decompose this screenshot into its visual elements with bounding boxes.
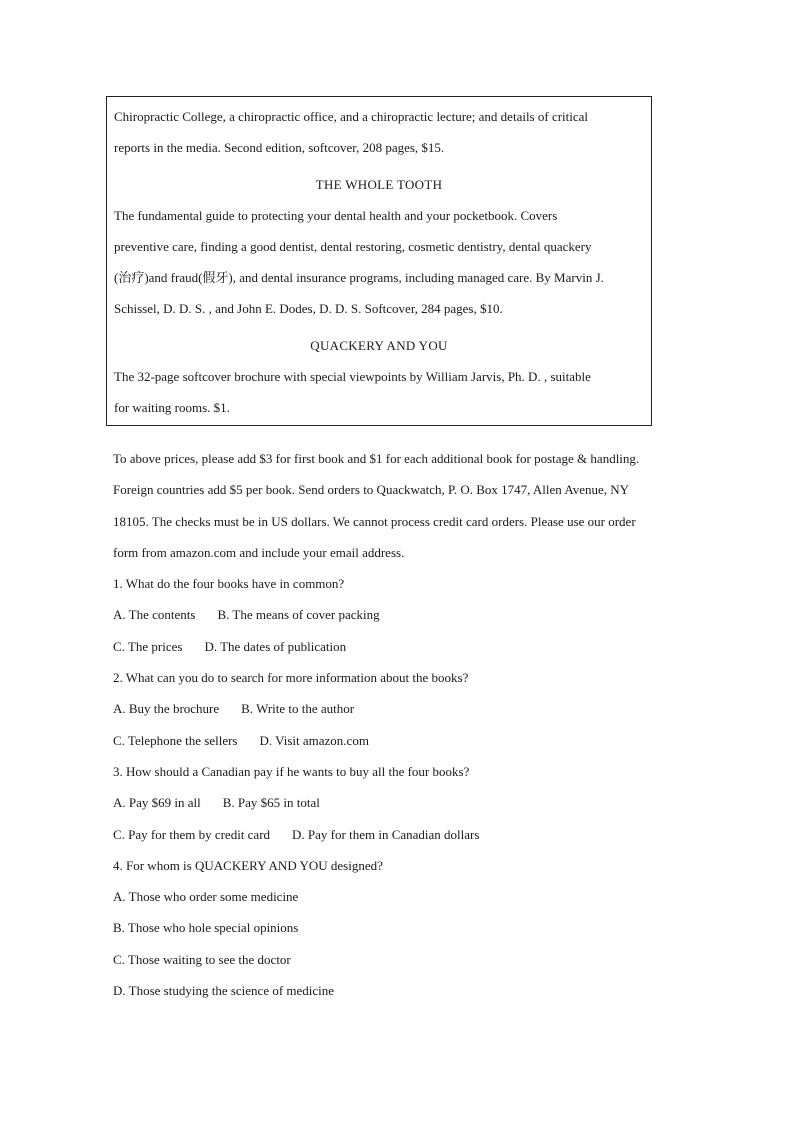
answer-option: B. Write to the author [241, 701, 355, 717]
answer-option: C. Pay for them by credit card [113, 826, 271, 842]
book-list-table [106, 96, 652, 426]
option-row [113, 693, 713, 724]
book-entry [107, 165, 652, 326]
book-description-line: for waiting rooms. $1. [114, 400, 230, 415]
answer-option: D. Visit amazon.com [259, 732, 369, 748]
ordering-line: To above prices, please add $3 for first book and $1 for each additional book for postage & handling. [113, 451, 640, 466]
book-description-line: The 32-page softcover brochure with special viewpoints by William Jarvis, Ph. D. , suitable [114, 369, 591, 384]
answer-option: B. Pay $65 in total [222, 795, 320, 811]
question-stem: 1. What do the four books have in common? [113, 576, 345, 592]
answer-option: D. Pay for them in Canadian dollars [292, 826, 480, 842]
answer-option: A. Those who order some medicine [113, 889, 299, 905]
book-entry [107, 326, 652, 426]
answer-option: C. Those waiting to see the doctor [113, 951, 291, 967]
answer-option: D. Those studying the science of medicine [113, 983, 335, 999]
book-entry [107, 97, 652, 166]
option-row [113, 787, 713, 818]
question-stem: 4. For whom is QUACKERY AND YOU designed? [113, 857, 383, 873]
ordering-line: form from amazon.com and include your email address. [113, 544, 405, 560]
option-row [113, 819, 713, 850]
ordering-line: 18105. The checks must be in US dollars. We cannot process credit card orders. Please use our order [113, 513, 636, 529]
answer-option: A. The contents [113, 607, 196, 623]
book-description-line: reports in the media. Second edition, softcover, 208 pages, $15. [114, 140, 445, 155]
ordering-line: Foreign countries add $5 per book. Send orders to Quackwatch, P. O. Box 1747, Allen Avenue, NY [113, 482, 630, 498]
answer-option: C. The prices [113, 638, 183, 654]
answer-option: A. Buy the brochure [113, 701, 220, 717]
book-description-line: (治疗)and fraud(假牙), and dental insurance programs, including managed care. By Marvin J. [114, 270, 604, 285]
passage-continuation [113, 443, 713, 1006]
option-row [113, 631, 713, 662]
option-row [113, 599, 713, 630]
answer-option: B. Those who hole special opinions [113, 920, 299, 936]
answer-option: A. Pay $69 in all [113, 795, 201, 811]
question-stem: 2. What can you do to search for more information about the books? [113, 670, 469, 686]
answer-option: C. Telephone the sellers [113, 732, 238, 748]
option-row [113, 725, 713, 756]
answer-option: D. The dates of publication [204, 638, 347, 654]
book-description-line: preventive care, finding a good dentist, dental restoring, cosmetic dentistry, dental quackery [114, 239, 592, 254]
book-title: QUACKERY AND YOU [310, 338, 448, 353]
book-description-line: Schissel, D. D. S. , and John E. Dodes, D. D. S. Softcover, 284 pages, $10. [114, 301, 503, 316]
answer-option: B. The means of cover packing [217, 607, 380, 623]
book-title: THE WHOLE TOOTH [315, 177, 443, 192]
book-description-line: The fundamental guide to protecting your dental health and your pocketbook. Covers [114, 208, 558, 223]
book-description-line: Chiropractic College, a chiropractic office, and a chiropractic lecture; and details of critical [114, 109, 589, 124]
question-stem: 3. How should a Canadian pay if he wants to buy all the four books? [113, 763, 470, 779]
